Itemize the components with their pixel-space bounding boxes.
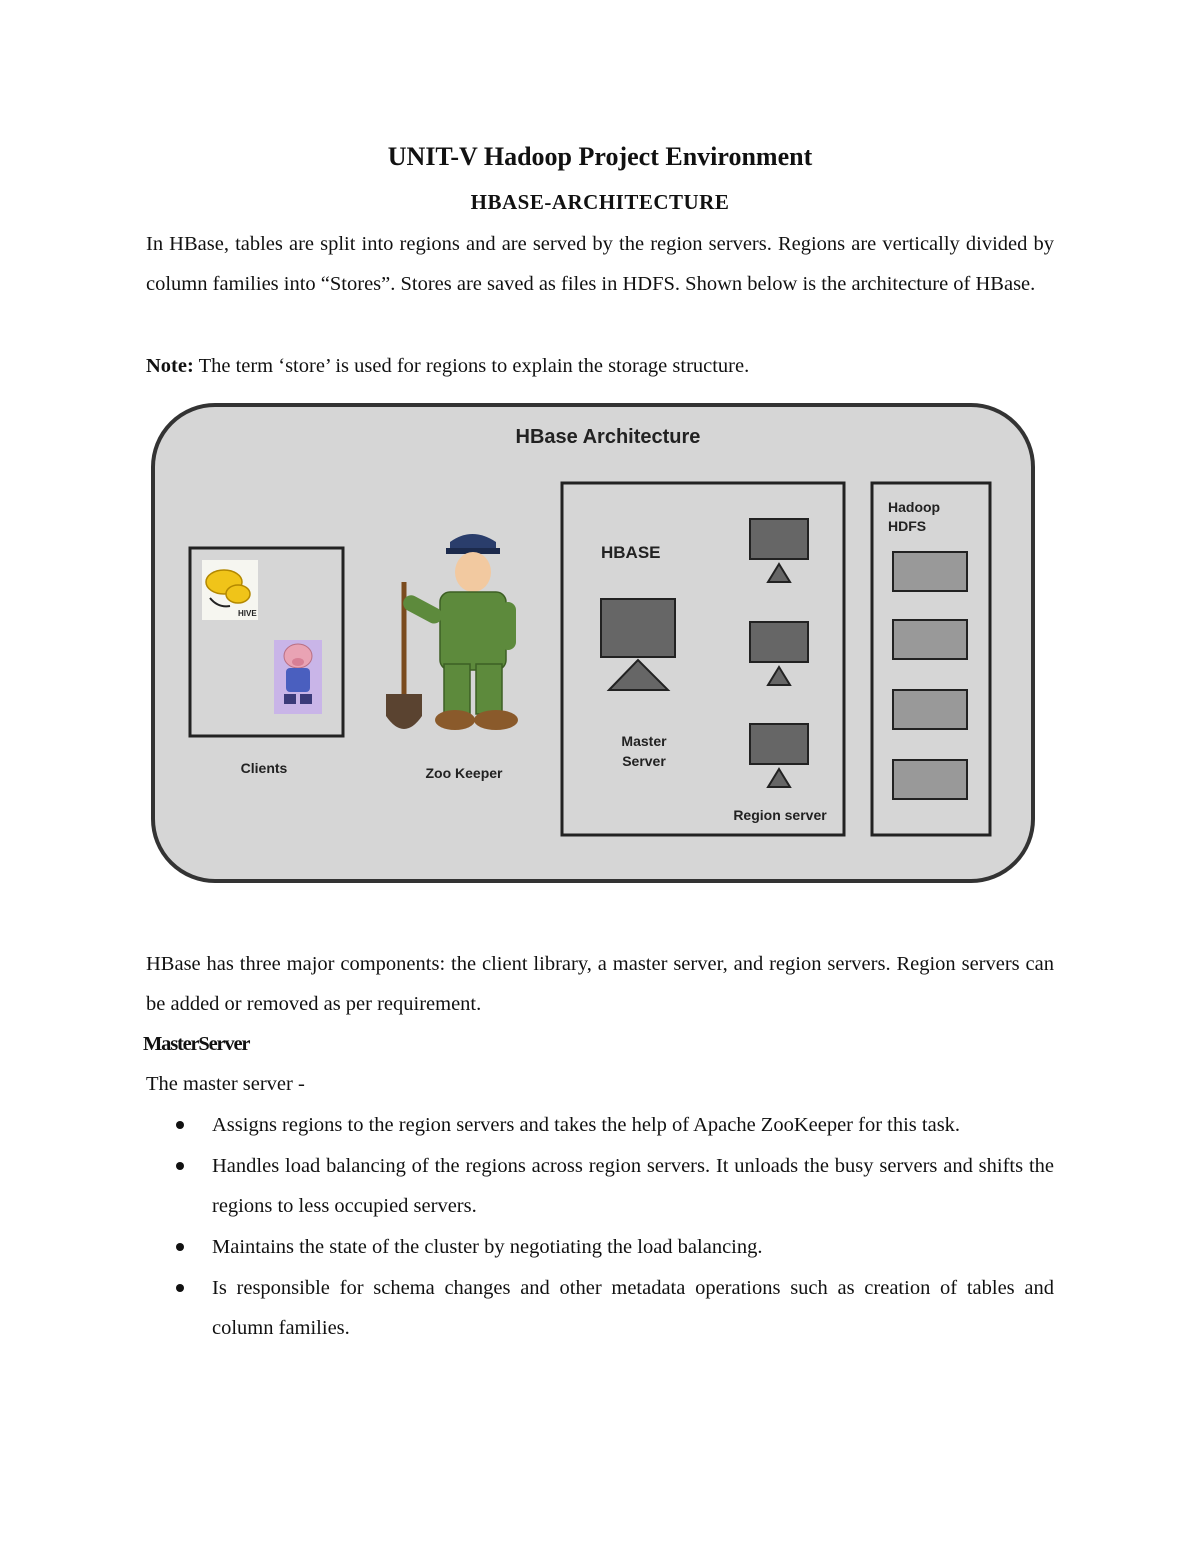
bullet-text: Is responsible for schema changes and other metadata operations such as creation of tables and column families. bbox=[212, 1277, 1054, 1339]
bullet-dot-icon bbox=[176, 1121, 184, 1129]
hdfs-block-icon bbox=[893, 552, 967, 591]
bullet-text: Handles load balancing of the regions across region servers. It unloads the busy servers and shifts the regions to less occupied servers. bbox=[212, 1155, 1054, 1217]
hive-logo-text: HIVE bbox=[238, 609, 257, 618]
note-paragraph bbox=[146, 346, 1054, 386]
section-heading: HBASE-ARCHITECTURE bbox=[470, 190, 730, 214]
bullet-item bbox=[146, 1105, 1054, 1145]
bullet-dot-icon bbox=[176, 1243, 184, 1251]
hdfs-label-line1: Hadoop bbox=[888, 499, 941, 515]
hdfs-block-icon bbox=[893, 760, 967, 799]
clients-label: Clients bbox=[240, 760, 288, 776]
diagram-title: HBase Architecture bbox=[515, 426, 701, 448]
master-server-lead: The master server - bbox=[146, 1073, 305, 1095]
hive-logo-icon bbox=[202, 560, 258, 620]
bullet-dot-icon bbox=[176, 1162, 184, 1170]
master-label-line1: Master bbox=[621, 733, 667, 749]
diagram-svg bbox=[150, 402, 1036, 884]
bullet-dot-icon bbox=[176, 1284, 184, 1292]
zookeeper-label: Zoo Keeper bbox=[425, 765, 503, 781]
hbase-architecture-diagram bbox=[150, 402, 1036, 884]
master-label-line2: Server bbox=[622, 753, 666, 769]
note-label: Note: bbox=[146, 355, 194, 377]
bullet-item bbox=[146, 1146, 1054, 1226]
bullet-item bbox=[146, 1227, 1054, 1267]
hbase-label: HBASE bbox=[601, 543, 661, 562]
bullet-item bbox=[146, 1268, 1054, 1348]
document-title: UNIT-V Hadoop Project Environment bbox=[387, 142, 813, 171]
hdfs-label-line2: HDFS bbox=[888, 518, 927, 534]
bullet-text: Maintains the state of the cluster by negotiating the load balancing. bbox=[212, 1236, 763, 1258]
bullet-text: Assigns regions to the region servers and takes the help of Apache ZooKeeper for this task. bbox=[212, 1114, 961, 1136]
master-server-heading: MasterServer bbox=[143, 1033, 250, 1055]
intro-paragraph: In HBase, tables are split into regions and are served by the region servers. Regions are vertically divided by column families into “Stores”. Stores are saved as files in HDFS. Shown below is the architecture of HBase. bbox=[146, 233, 1054, 295]
components-paragraph: HBase has three major components: the client library, a master server, and region servers. Region servers can be added or removed as per requirement. bbox=[146, 953, 1054, 1015]
master-server-bullet-list bbox=[146, 1105, 1054, 1349]
note-text: The term ‘store’ is used for regions to explain the storage structure. bbox=[193, 355, 750, 377]
region-server-label: Region server bbox=[733, 807, 827, 823]
pig-logo-icon bbox=[274, 640, 322, 714]
hdfs-block-icon bbox=[893, 620, 967, 659]
hdfs-block-icon bbox=[893, 690, 967, 729]
